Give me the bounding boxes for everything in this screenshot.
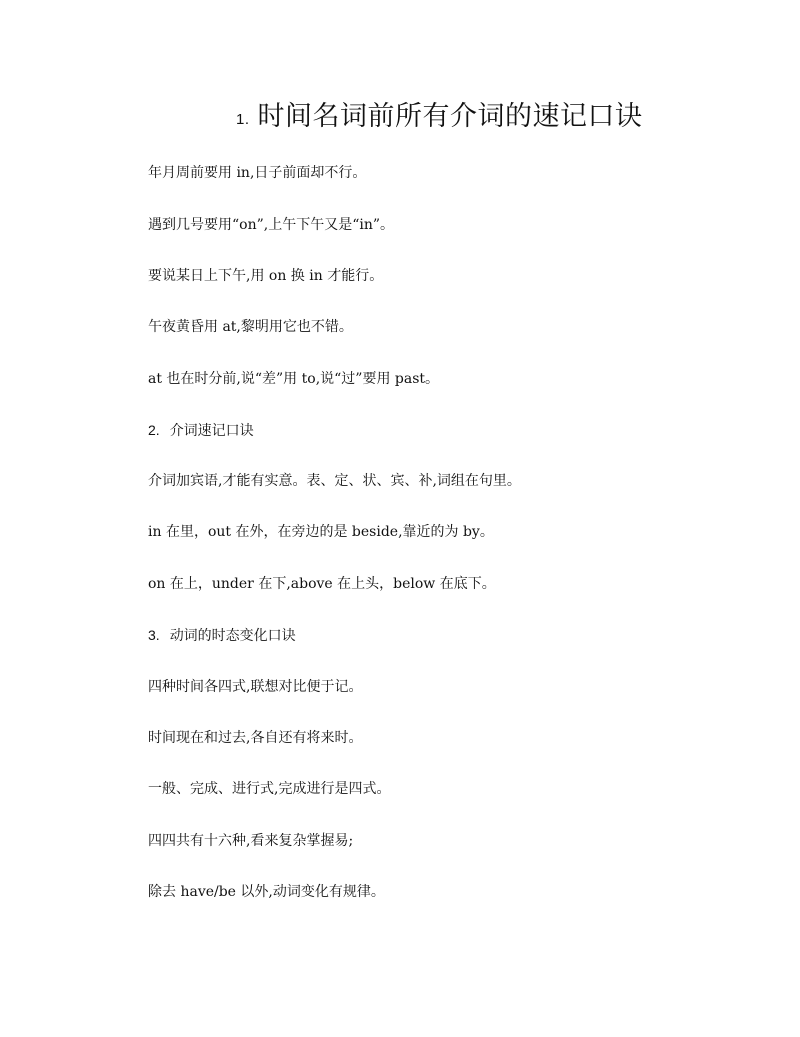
section-2-number: 2. xyxy=(148,422,160,438)
verse-line: 年月周前要用 in,日子前面却不行。 xyxy=(148,165,367,181)
section-1-title xyxy=(236,100,643,137)
section-2-heading xyxy=(148,420,254,440)
verse-line: at 也在时分前,说“差”用 to,说“过”要用 past。 xyxy=(148,371,440,387)
section-3-heading xyxy=(148,625,296,645)
section-3-heading-text: 动词的时态变化口诀 xyxy=(169,627,296,643)
verse-line: 四种时间各四式,联想对比便于记。 xyxy=(148,679,363,695)
verse-line: 介词加宾语,才能有实意。表、定、状、宾、补,词组在句里。 xyxy=(148,473,521,489)
verse-line: 遇到几号要用“on”,上午下午又是“in”。 xyxy=(148,217,395,233)
verse-line: 时间现在和过去,各自还有将来时。 xyxy=(148,730,363,746)
verse-line: 午夜黄昏用 at,黎明用它也不错。 xyxy=(148,319,353,335)
verse-line: 要说某日上下午,用 on 换 in 才能行。 xyxy=(148,268,384,284)
section-3-number: 3. xyxy=(148,627,160,643)
verse-line: on 在上，under 在下,above 在上头，below 在底下。 xyxy=(148,576,496,592)
section-2-heading-text: 介词速记口诀 xyxy=(169,422,254,438)
verse-line: 四四共有十六种,看来复杂掌握易; xyxy=(148,833,354,849)
section-1-number: 1. xyxy=(236,111,250,128)
section-1-title-text: 时间名词前所有介词的速记口诀 xyxy=(257,101,643,132)
verse-line: 一般、完成、进行式,完成进行是四式。 xyxy=(148,781,391,797)
verse-line: 除去 have/be 以外,动词变化有规律。 xyxy=(148,884,385,900)
verse-line: in 在里，out 在外，在旁边的是 beside,靠近的为 by。 xyxy=(148,524,494,540)
